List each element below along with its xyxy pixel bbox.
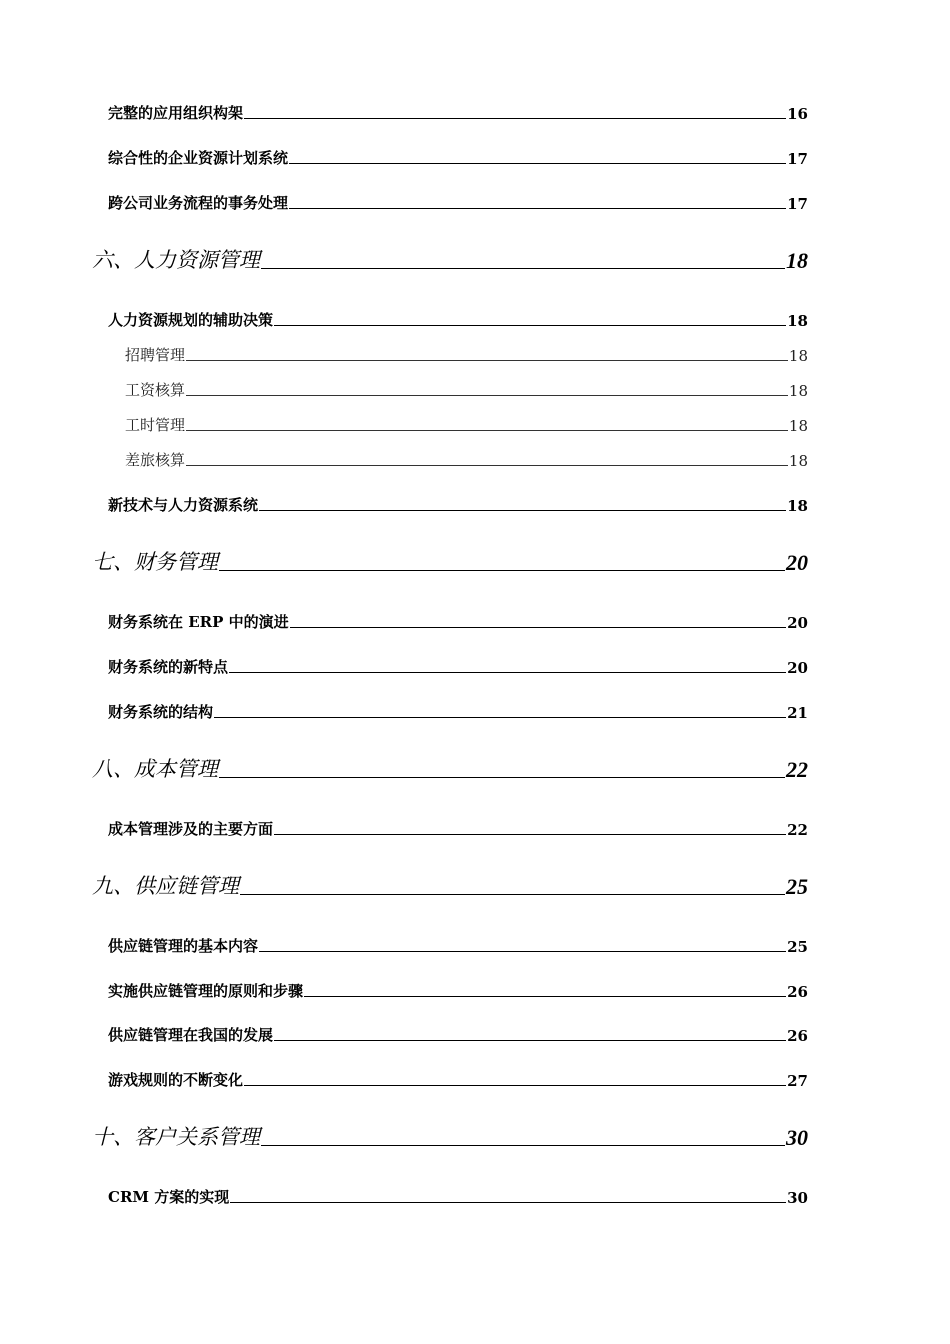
toc-entry-label: 招聘管理 bbox=[125, 346, 186, 364]
toc-page-number: 18 bbox=[788, 382, 808, 400]
toc-entry[interactable] bbox=[108, 1185, 808, 1207]
toc-entry-label: 财务系统的新特点 bbox=[108, 658, 229, 676]
toc-entry-label: 差旅核算 bbox=[125, 451, 186, 469]
toc-leader bbox=[229, 671, 786, 673]
toc-page-number: 20 bbox=[787, 659, 808, 677]
toc-chapter-label: 七、财务管理 bbox=[92, 550, 218, 574]
toc-page-number: 17 bbox=[787, 195, 808, 213]
toc-entry[interactable] bbox=[108, 1023, 808, 1045]
toc-chapter-entry[interactable] bbox=[92, 753, 808, 783]
toc-page-number: 21 bbox=[787, 704, 808, 722]
toc-entry-label: 综合性的企业资源计划系统 bbox=[108, 149, 289, 167]
toc-entry[interactable] bbox=[125, 378, 808, 400]
toc-leader bbox=[230, 1201, 786, 1203]
toc-entry-label: 成本管理涉及的主要方面 bbox=[108, 820, 274, 838]
toc-page-number: 30 bbox=[786, 1125, 808, 1150]
toc-page-number: 20 bbox=[786, 550, 808, 575]
toc-page-number: 27 bbox=[787, 1072, 808, 1090]
toc-leader bbox=[240, 893, 785, 895]
toc-page-number: 30 bbox=[787, 1189, 808, 1207]
toc-leader bbox=[289, 207, 786, 209]
toc-leader bbox=[244, 117, 786, 119]
toc-chapter-entry[interactable] bbox=[92, 244, 808, 274]
toc-entry[interactable] bbox=[108, 934, 808, 956]
toc-entry-label: 人力资源规划的辅助决策 bbox=[108, 311, 274, 329]
toc-page-number: 18 bbox=[787, 497, 808, 515]
toc-leader bbox=[214, 716, 786, 718]
toc-entry[interactable] bbox=[125, 413, 808, 435]
toc-leader bbox=[261, 1144, 785, 1146]
toc-page-number: 26 bbox=[787, 983, 808, 1001]
toc-entry[interactable] bbox=[108, 817, 808, 839]
toc-entry-label: 实施供应链管理的原则和步骤 bbox=[108, 982, 304, 1000]
toc-leader bbox=[289, 162, 786, 164]
toc-entry[interactable] bbox=[108, 979, 808, 1001]
toc-leader bbox=[186, 394, 788, 396]
toc-leader bbox=[219, 569, 785, 571]
toc-entry-label: CRM 方案的实现 bbox=[108, 1188, 230, 1206]
toc-page-number: 18 bbox=[788, 417, 808, 435]
toc-page-number: 20 bbox=[787, 614, 808, 632]
toc-entry-label: 财务系统的结构 bbox=[108, 703, 214, 721]
toc-leader bbox=[261, 267, 785, 269]
toc-entry-label: 工资核算 bbox=[125, 381, 186, 399]
toc-entry[interactable] bbox=[108, 655, 808, 677]
toc-entry[interactable] bbox=[125, 448, 808, 470]
toc-leader bbox=[274, 324, 786, 326]
toc-leader bbox=[259, 950, 786, 952]
toc-entry-label: 跨公司业务流程的事务处理 bbox=[108, 194, 289, 212]
toc-entry[interactable] bbox=[108, 308, 808, 330]
toc-page-number: 26 bbox=[787, 1027, 808, 1045]
toc-chapter-label: 六、人力资源管理 bbox=[92, 248, 260, 272]
toc-chapter-entry[interactable] bbox=[92, 870, 808, 900]
toc-chapter-label: 九、供应链管理 bbox=[92, 874, 239, 898]
toc-leader bbox=[304, 995, 786, 997]
toc-entry-label: 财务系统在 ERP 中的演进 bbox=[108, 613, 289, 631]
toc-entry-label: 供应链管理在我国的发展 bbox=[108, 1026, 274, 1044]
toc-entry-label: 新技术与人力资源系统 bbox=[108, 496, 259, 514]
toc-entry-label: 工时管理 bbox=[125, 416, 186, 434]
toc-page-number: 22 bbox=[787, 821, 808, 839]
toc-page-number: 22 bbox=[786, 757, 808, 782]
toc-leader bbox=[244, 1084, 786, 1086]
toc-entry[interactable] bbox=[108, 146, 808, 168]
toc-entry[interactable] bbox=[125, 343, 808, 365]
toc-leader bbox=[274, 1039, 786, 1041]
toc-entry[interactable] bbox=[108, 493, 808, 515]
toc-entry[interactable] bbox=[108, 1068, 808, 1090]
toc-leader bbox=[219, 776, 785, 778]
toc-entry[interactable] bbox=[108, 610, 808, 632]
toc-page-number: 25 bbox=[786, 874, 808, 899]
toc-page-number: 18 bbox=[788, 347, 808, 365]
toc-entry[interactable] bbox=[108, 101, 808, 123]
toc-chapter-entry[interactable] bbox=[92, 1121, 808, 1151]
toc-page-number: 18 bbox=[786, 248, 808, 273]
toc-chapter-label: 八、成本管理 bbox=[92, 757, 218, 781]
toc-page-number: 18 bbox=[787, 312, 808, 330]
toc-leader bbox=[274, 833, 786, 835]
toc-page-number: 25 bbox=[787, 938, 808, 956]
toc-page-number: 18 bbox=[788, 452, 808, 470]
toc-leader bbox=[290, 626, 787, 628]
toc-chapter-label: 十、客户关系管理 bbox=[92, 1125, 260, 1149]
toc-entry-label: 游戏规则的不断变化 bbox=[108, 1071, 244, 1089]
toc-entry[interactable] bbox=[108, 191, 808, 213]
toc-leader bbox=[259, 509, 786, 511]
toc-page-number: 17 bbox=[787, 150, 808, 168]
toc-chapter-entry[interactable] bbox=[92, 546, 808, 576]
toc-leader bbox=[186, 464, 788, 466]
toc-page-number: 16 bbox=[787, 105, 808, 123]
toc-entry-label: 完整的应用组织构架 bbox=[108, 104, 244, 122]
toc-leader bbox=[186, 359, 788, 361]
toc-entry[interactable] bbox=[108, 700, 808, 722]
toc-entry-label: 供应链管理的基本内容 bbox=[108, 937, 259, 955]
toc-leader bbox=[186, 429, 788, 431]
